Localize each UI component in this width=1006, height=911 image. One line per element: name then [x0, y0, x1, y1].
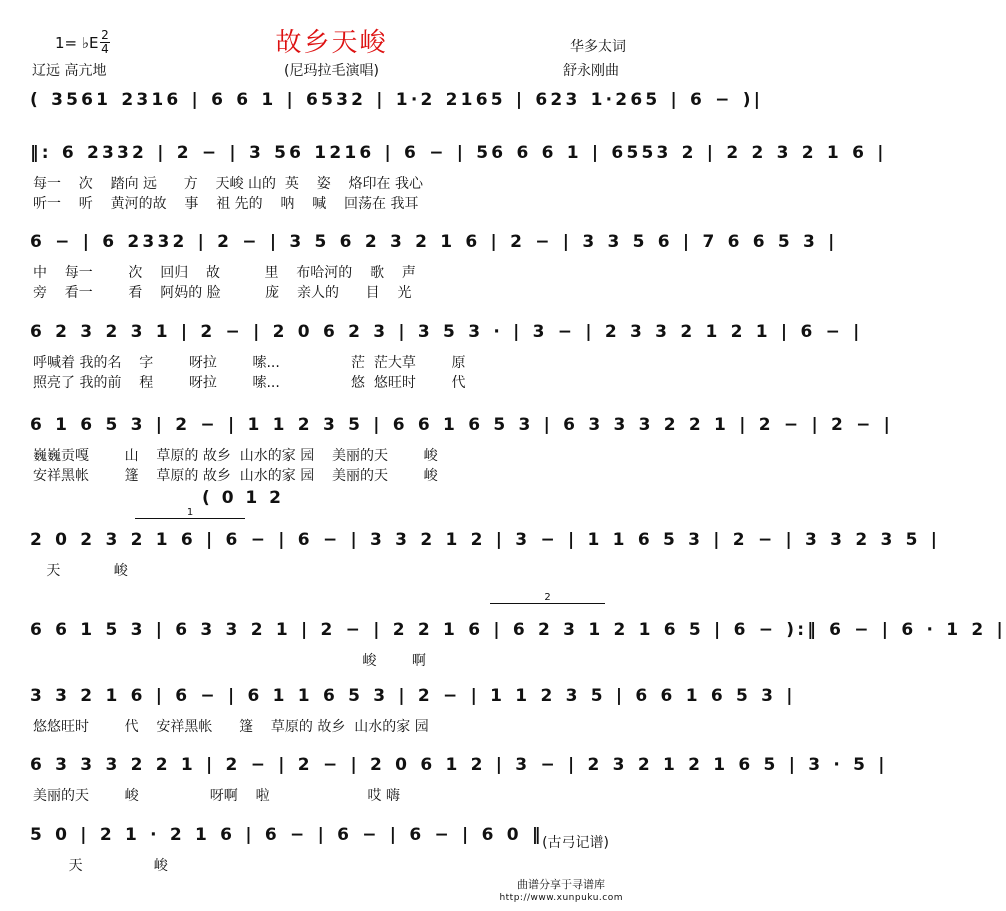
lyric-line: 每一 次 踏向 远 方 天峻 山的 英 姿 烙印在 我心 — [33, 176, 423, 192]
note-line: 5 0 | 2 1 · 2 1 6 | 6 − | 6 − | 6 − | 6 0 ‖ — [30, 825, 544, 845]
score-row — [0, 143, 887, 212]
source-url: http://www.xunpuku.com — [499, 893, 623, 903]
volta-2 — [490, 592, 605, 618]
song-title: 故乡天峻 — [275, 28, 388, 58]
score-row — [0, 90, 764, 140]
lyric-line: 安祥黑帐 篷 草原的 故乡 山水的家 园 美丽的天 峻 — [33, 468, 438, 484]
score-row — [0, 415, 894, 484]
lyric-line: 天 峻 — [33, 858, 168, 874]
lyric-line: 天 峻 — [33, 563, 128, 579]
time-signature — [100, 30, 110, 55]
note-line: 6 6 1 5 3 | 6 3 3 2 1 | 2 − | 2 2 1 6 | 6 2 3 1 2 1 6 5 | 6 − ):‖ 6 − | 6 · 1 2 | — [30, 620, 1006, 640]
lyric-line: 美丽的天 峻 呀啊 啦 哎 嗨 — [33, 788, 400, 804]
score-row — [0, 755, 888, 805]
lyric-line: 峻 啊 — [33, 653, 426, 669]
volta-1 — [135, 507, 245, 533]
volta-2-label: 2 — [541, 592, 553, 603]
source-site: 曲谱分享于寻谱库 — [517, 878, 605, 891]
note-line: ( 3561 2316 | 6 6 1 | 6532 | 1·2 2165 | 623 1·265 | 6 − )| — [30, 90, 764, 110]
transcriber-note: (古弓记谱) — [542, 835, 609, 851]
lyric-line: 旁 看一 看 阿妈的 脸 庞 亲人的 目 光 — [33, 285, 412, 301]
score-row — [0, 620, 1006, 670]
expression-marking: 辽远 高亢地 — [32, 63, 107, 79]
meter-bottom: 4 — [101, 42, 109, 56]
lyric-line: 照亮了 我的前 程 呀拉 嗦... 悠 悠旺时 代 — [33, 375, 466, 391]
note-line: 3 3 2 1 6 | 6 − | 6 1 1 6 5 3 | 2 − | 1 1 2 3 5 | 6 6 1 6 5 3 | — [30, 686, 796, 706]
note-line: 2 0 2 3 2 1 6 | 6 − | 6 − | 3 3 2 1 2 | 3 − | 1 1 6 5 3 | 2 − | 3 3 2 3 5 | — [30, 530, 941, 550]
score-row — [0, 232, 838, 301]
note-line: ‖: 6 2332 | 2 − | 3 56 1216 | 6 − | 56 6 6 1 | 6553 2 | 2 2 3 2 1 6 | — [30, 143, 887, 163]
score-row — [0, 686, 796, 736]
lyric-line: 中 每一 次 回归 故 里 布哈河的 歌 声 — [33, 265, 416, 281]
lyricist: 华多太词 — [570, 39, 626, 55]
performer-note: (尼玛拉毛演唱) — [284, 63, 379, 79]
lyric-line: 悠悠旺时 代 安祥黑帐 篷 草原的 故乡 山水的家 园 — [33, 719, 429, 735]
lyric-line: 呼喊着 我的名 字 呀拉 嗦... 茫 茫大草 原 — [33, 355, 466, 371]
key-signature: 1= ♭E — [55, 34, 99, 52]
score-row — [0, 322, 863, 391]
note-line: 6 3 3 3 2 2 1 | 2 − | 2 − | 2 0 6 1 2 | 3 − | 2 3 2 1 2 1 6 5 | 3 · 5 | — [30, 755, 888, 775]
composer: 舒永刚曲 — [563, 63, 619, 79]
score-row — [0, 530, 941, 580]
volta-1-label: 1 — [184, 507, 196, 518]
note-line: 6 − | 6 2332 | 2 − | 3 5 6 2 3 2 1 6 | 2 − | 3 3 5 6 | 7 6 6 5 3 | — [30, 232, 838, 252]
pickup-notes: ( 0 1 2 — [202, 488, 285, 508]
lyric-line: 巍巍贡嘎 山 草原的 故乡 山水的家 园 美丽的天 峻 — [33, 448, 438, 464]
note-line: 6 2 3 2 3 1 | 2 − | 2 0 6 2 3 | 3 5 3 · | 3 − | 2 3 3 2 1 2 1 | 6 − | — [30, 322, 863, 342]
meter-top: 2 — [101, 28, 109, 42]
lyric-line: 听一 听 黄河的故 事 祖 先的 呐 喊 回荡在 我耳 — [33, 196, 419, 212]
note-line: 6 1 6 5 3 | 2 − | 1 1 2 3 5 | 6 6 1 6 5 3 | 6 3 3 3 2 2 1 | 2 − | 2 − | — [30, 415, 894, 435]
